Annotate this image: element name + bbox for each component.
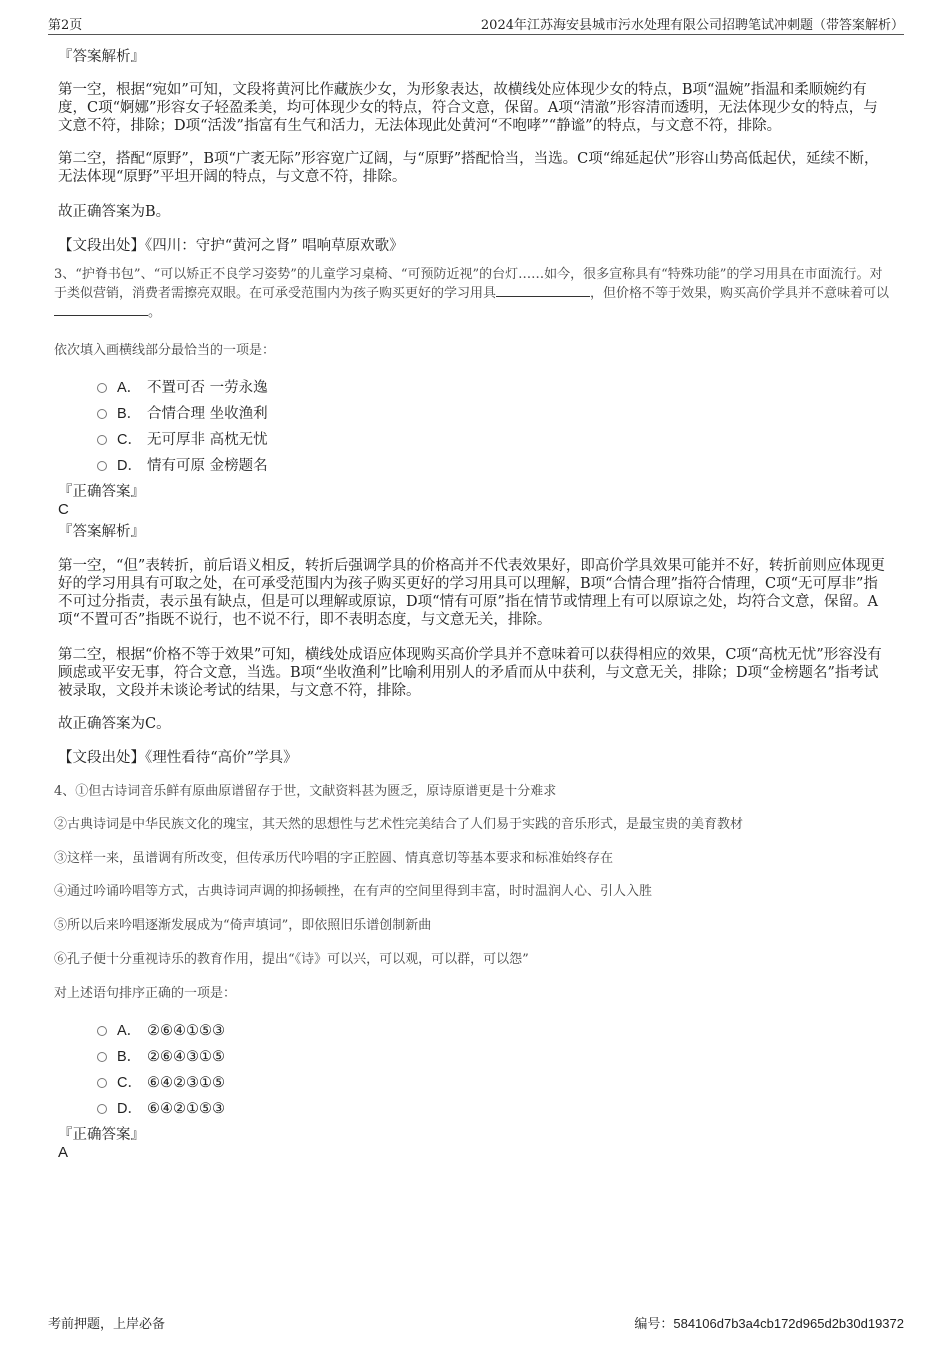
- q4-option-d[interactable]: D． ⑥④②①⑤③: [97, 1097, 225, 1118]
- q3-option-a[interactable]: A． 不置可否 一劳永逸: [97, 376, 268, 397]
- document-title: 2024年江苏海安县城市污水处理有限公司招聘笔试冲刺题（带答案解析）: [480, 18, 904, 33]
- q3-option-d[interactable]: D． 情有可原 金榜题名: [97, 454, 268, 475]
- radio-icon[interactable]: [97, 1026, 107, 1036]
- radio-icon[interactable]: [97, 435, 107, 445]
- q4-sentence-1: 4、①但古诗词音乐鲜有原曲原谱留存于世，文献资料甚为匮乏，原诗原谱更是十分难求: [54, 784, 557, 799]
- q3-correct-answer: C: [58, 501, 69, 518]
- q2-conclusion: 故正确答案为B。: [58, 204, 171, 220]
- radio-icon[interactable]: [97, 461, 107, 471]
- radio-icon[interactable]: [97, 409, 107, 419]
- blank-2: [54, 303, 148, 316]
- q3-analysis-paragraph-1: 第一空，“但”表转折，前后语义相反，转折后强调学具的价格高并不代表效果好，即高价学具效果可能并不好，转折前则应体现更好的学习用具有可取之处，在可承受范围内为孩子购买更好的学习用具可以理解，B项“合情合理”指符合情理，C项“无可厚非”指不可过分指责，表示虽有缺点，但是可以理解或原谅，D项“情有可原”指在情节或情理上有可以原谅之处，均符合文意，保留。A项“不置可否”指既不说行，也不说不行，即不表明态度，与文意无关，排除。: [58, 558, 885, 628]
- page-header: [48, 14, 904, 35]
- q4-correct-answer: A: [58, 1144, 69, 1161]
- q4-sentence-5: ⑤所以后来吟唱逐渐发展成为“倚声填词”，即依照旧乐谱创制新曲: [54, 918, 432, 933]
- q4-option-a[interactable]: A． ②⑥④①⑤③: [97, 1019, 225, 1040]
- radio-icon[interactable]: [97, 383, 107, 393]
- radio-icon[interactable]: [97, 1104, 107, 1114]
- q4-instruction: 对上述语句排序正确的一项是：: [54, 986, 237, 1001]
- q3-instruction: 依次填入画横线部分最恰当的一项是：: [54, 343, 276, 358]
- q4-sentence-2: ②古典诗词是中华民族文化的瑰宝，其天然的思想性与艺术性完美结合了人们易于实践的音乐形式，是最宝贵的美育教材: [54, 817, 744, 832]
- page-number: 第2页: [48, 18, 83, 33]
- q3-conclusion: 故正确答案为C。: [58, 716, 171, 732]
- q2-analysis-paragraph-1: 第一空，根据“宛如”可知，文段将黄河比作藏族少女，为形象表达，故横线处应体现少女的特点，B项“温婉”指温和柔顺婉约有度，C项“婀娜”形容女子轻盈柔美，均可体现少女的特点，符合文意，保留。A项“清澈”形容清而透明，无法体现少女的特点，与文意不符，排除；D项“活泼”指富有生气和活力，无法体现此处黄河“不咆哮”“静谧”的特点，与文意不符，排除。: [58, 82, 878, 134]
- q2-analysis-label: 『答案解析』: [58, 49, 145, 65]
- q3-option-c[interactable]: C． 无可厚非 高枕无忧: [97, 428, 268, 449]
- blank-1: [496, 284, 590, 297]
- q2-source: 【文段出处】《四川：守护“黄河之肾” 唱响草原欢歌》: [58, 238, 404, 254]
- q3-stem: 3、“护脊书包”、“可以矫正不良学习姿势”的儿童学习桌椅、“可预防近视”的台灯……如今，很多宣称具有“特殊功能”的学习用具在市面流行。对于类似营销，消费者需擦亮双眼。在可承受范围内为孩子购买更好的学习用具 ，但价格不等于效果，购买高价学具并不意味着可以。: [54, 267, 890, 320]
- q3-source: 【文段出处】《理性看待“高价”学具》: [58, 750, 298, 766]
- q4-option-b[interactable]: B． ②⑥④③①⑤: [97, 1045, 225, 1066]
- document-code: 编号：584106d7b3a4cb172d965d2b30d19372: [634, 1316, 904, 1332]
- q4-sentence-4: ④通过吟诵吟唱等方式，古典诗词声调的抑扬顿挫，在有声的空间里得到丰富，时时温润人心、引人入胜: [54, 884, 653, 899]
- radio-icon[interactable]: [97, 1078, 107, 1088]
- q4-option-c[interactable]: C． ⑥④②③①⑤: [97, 1071, 225, 1092]
- q3-option-b[interactable]: B． 合情合理 坐收渔利: [97, 402, 268, 423]
- q4-correct-label: 『正确答案』: [58, 1127, 145, 1143]
- q3-correct-label: 『正确答案』: [58, 484, 145, 500]
- radio-icon[interactable]: [97, 1052, 107, 1062]
- q4-sentence-3: ③这样一来，虽谱调有所改变，但传承历代吟唱的字正腔圆、情真意切等基本要求和标准始终存在: [54, 851, 614, 866]
- q3-analysis-paragraph-2: 第二空，根据“价格不等于效果”可知，横线处成语应体现购买高价学具并不意味着可以获得相应的效果，C项“高枕无忧”形容没有顾虑或平安无事，符合文意，当选。B项“坐收渔利”比喻利用别人的矛盾而从中获利，与文意无关，排除；D项“金榜题名”指考试被录取，文段并未谈论考试的结果，与文意不符，排除。: [58, 647, 882, 699]
- q3-analysis-label: 『答案解析』: [58, 524, 145, 540]
- q2-analysis-paragraph-2: 第二空，搭配“原野”，B项“广袤无际”形容宽广辽阔，与“原野”搭配恰当，当选。C项“绵延起伏”形容山势高低起伏，延续不断，无法体现“原野”平坦开阔的特点，与文意不符，排除。: [58, 151, 879, 185]
- q4-sentence-6: ⑥孔子便十分重视诗乐的教育作用，提出“《诗》可以兴，可以观，可以群，可以怨”: [54, 952, 529, 967]
- footer-slogan: 考前押题，上岸必备: [48, 1317, 166, 1332]
